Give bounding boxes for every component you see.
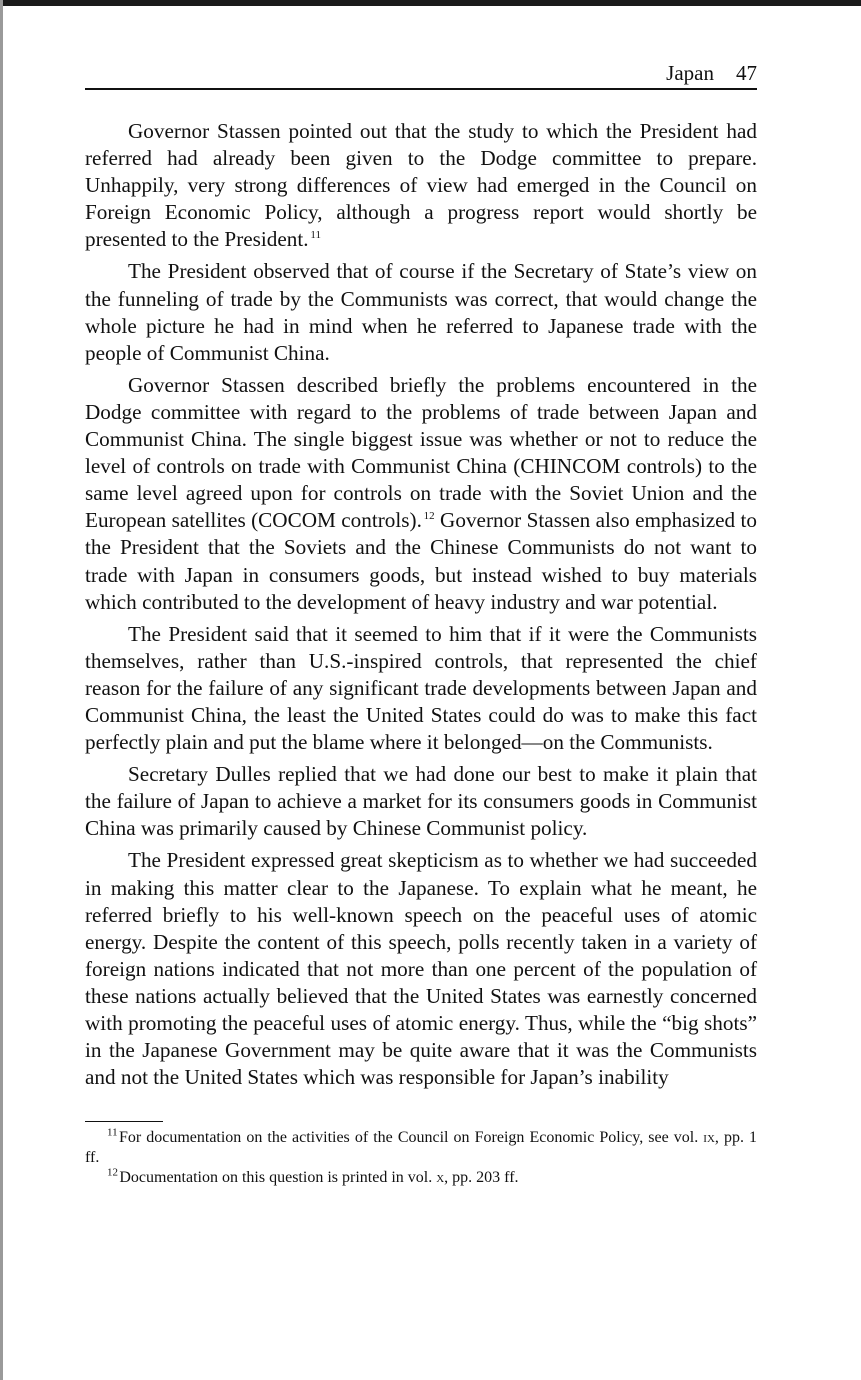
footnote-text: , pp. 203 ff. [444, 1169, 519, 1187]
paragraph-text: The President expressed great skepticism as to whether we had succeeded in making this matter clear to the Japanese. To explain what he meant, he referred briefly to his well-known speech on the peaceful uses of atomic energy. Despite the content of this speech, polls recently taken in a variety of foreign nations indicated that not more than one percent of the population of these nations actually believed that the United States was earnestly concerned with promoting the peaceful uses of atomic energy. Thus, while the “big shots” in the Japanese Government may be quite aware that it was the Communists and not the United States which was responsible for Japan’s inability [85, 848, 757, 1090]
footnote-ref: 12 [423, 510, 435, 523]
footnote [85, 1168, 757, 1188]
paragraph [85, 258, 757, 366]
page-top-edge [0, 0, 861, 6]
paragraph-text: Governor Stassen described briefly the problems encountered in the Dodge committee with regard to the problems of trade between Japan and Communist China. The single biggest issue was whether or not to reduce the level of controls on trade with Communist China (CHINCOM controls) to the same level agreed upon for controls on trade with the Soviet Union and the European satellites (COCOM controls). [85, 372, 757, 533]
paragraph [85, 621, 757, 756]
paragraph [85, 372, 757, 616]
footnote-number: 12 [107, 1166, 118, 1179]
paragraph [85, 847, 757, 1091]
paragraph-text: The President said that it seemed to him that if it were the Communists themselves, rather than U.S.-inspired controls, that represented the chief reason for the failure of any significant trade developments between Japan and Communist China, the least the United States could do was to make this fact perfectly plain and put the blame where it belonged—on the Communists. [85, 621, 757, 755]
page-number: 47 [736, 61, 757, 85]
footnote [85, 1128, 757, 1168]
paragraph [85, 118, 757, 253]
footnote-text: , pp. 1 ff. [85, 1129, 758, 1167]
book-page [85, 58, 757, 1188]
footnote-ref: 11 [310, 229, 321, 242]
volume-number: x [436, 1169, 445, 1187]
volume-number: ix [703, 1129, 715, 1147]
footnote-rule [85, 1121, 163, 1122]
body-text [85, 118, 757, 1091]
paragraph-text: Governor Stassen also emphasized to the President that the Soviets and the Chinese Communists do not want to trade with Japan in consumers goods, but instead wished to buy materials which contributed to the development of heavy industry and war potential. [85, 508, 757, 614]
footnote-text: Documentation on this question is printed in vol. [119, 1169, 433, 1187]
footnote-text: For documentation on the activities of the Council on Foreign Economic Policy, see vol. [118, 1129, 699, 1147]
running-title: Japan [666, 61, 714, 85]
footnotes [85, 1128, 757, 1188]
paragraph-text: The President observed that of course if the Secretary of State’s view on the funneling of trade by the Communists was correct, that would change the whole picture he had in mind when he referred to Japanese trade with the people of Communist China. [85, 259, 757, 365]
footnote-number: 11 [107, 1126, 118, 1139]
paragraph-text: Governor Stassen pointed out that the study to which the President had referred had already been given to the Dodge committee to prepare. Unhappily, very strong differences of view had emerged in the Council on Foreign Economic Policy, although a progress report would shortly be presented to the President. [85, 119, 757, 252]
running-header [85, 58, 757, 90]
paragraph-text: Secretary Dulles replied that we had done our best to make it plain that the failure of Japan to achieve a market for its consumers goods in Communist China was primarily caused by Chinese Communist policy. [85, 762, 757, 841]
page-left-edge [0, 0, 3, 1380]
paragraph [85, 761, 757, 842]
